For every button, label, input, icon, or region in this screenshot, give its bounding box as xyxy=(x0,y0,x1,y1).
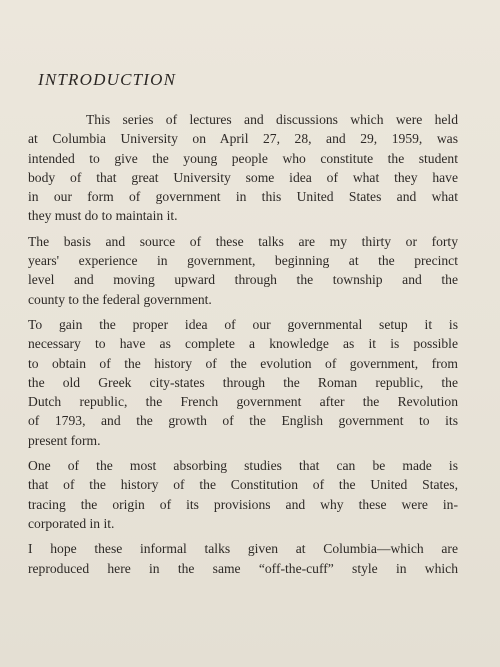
paragraph-4 xyxy=(28,456,458,533)
text-line: body of that great University some idea of what they have xyxy=(28,169,458,185)
text-line: reproduced here in the same “off-the-cuff” style in which xyxy=(28,560,458,576)
text-line: The basis and source of these talks are my thirty or forty xyxy=(28,233,458,249)
text-line: years' experience in government, beginning at the precinct xyxy=(28,253,458,269)
text-line: at Columbia University on April 27, 28, and 29, 1959, was xyxy=(28,131,458,147)
text-line: level and moving upward through the township and the xyxy=(28,272,458,288)
paragraph-2 xyxy=(28,232,458,309)
text-line: Dutch republic, the French government after the Revolution xyxy=(28,394,458,410)
text-line: that of the history of the Constitution of the United States, xyxy=(28,477,458,493)
chapter-heading: INTRODUCTION xyxy=(38,70,177,89)
paragraph-1 xyxy=(28,110,458,226)
body-text xyxy=(28,110,458,584)
paragraph-5 xyxy=(28,539,458,578)
text-line: the old Greek city-states through the Roman republic, the xyxy=(28,374,458,390)
paragraph-3 xyxy=(28,315,458,450)
text-line: to obtain of the history of the evolution of government, from xyxy=(28,355,458,371)
text-line: tracing the origin of its provisions and why these were in- xyxy=(28,496,458,512)
text-line: county to the federal government. xyxy=(28,291,212,307)
text-line: I hope these informal talks given at Columbia—which are xyxy=(28,541,458,557)
text-line: of 1793, and the growth of the English government to its xyxy=(28,413,458,429)
text-line: To gain the proper idea of our governmental setup it is xyxy=(28,316,458,332)
text-line: they must do to maintain it. xyxy=(28,208,178,224)
text-line: present form. xyxy=(28,432,101,448)
text-line: One of the most absorbing studies that can be made is xyxy=(28,458,458,474)
text-line: corporated in it. xyxy=(28,515,115,531)
text-line: This series of lectures and discussions which were held xyxy=(86,112,458,127)
text-line: intended to give the young people who constitute the student xyxy=(28,150,458,166)
text-line: necessary to have as complete a knowledge as it is possible xyxy=(28,336,458,352)
text-line: in our form of government in this United States and what xyxy=(28,189,458,205)
